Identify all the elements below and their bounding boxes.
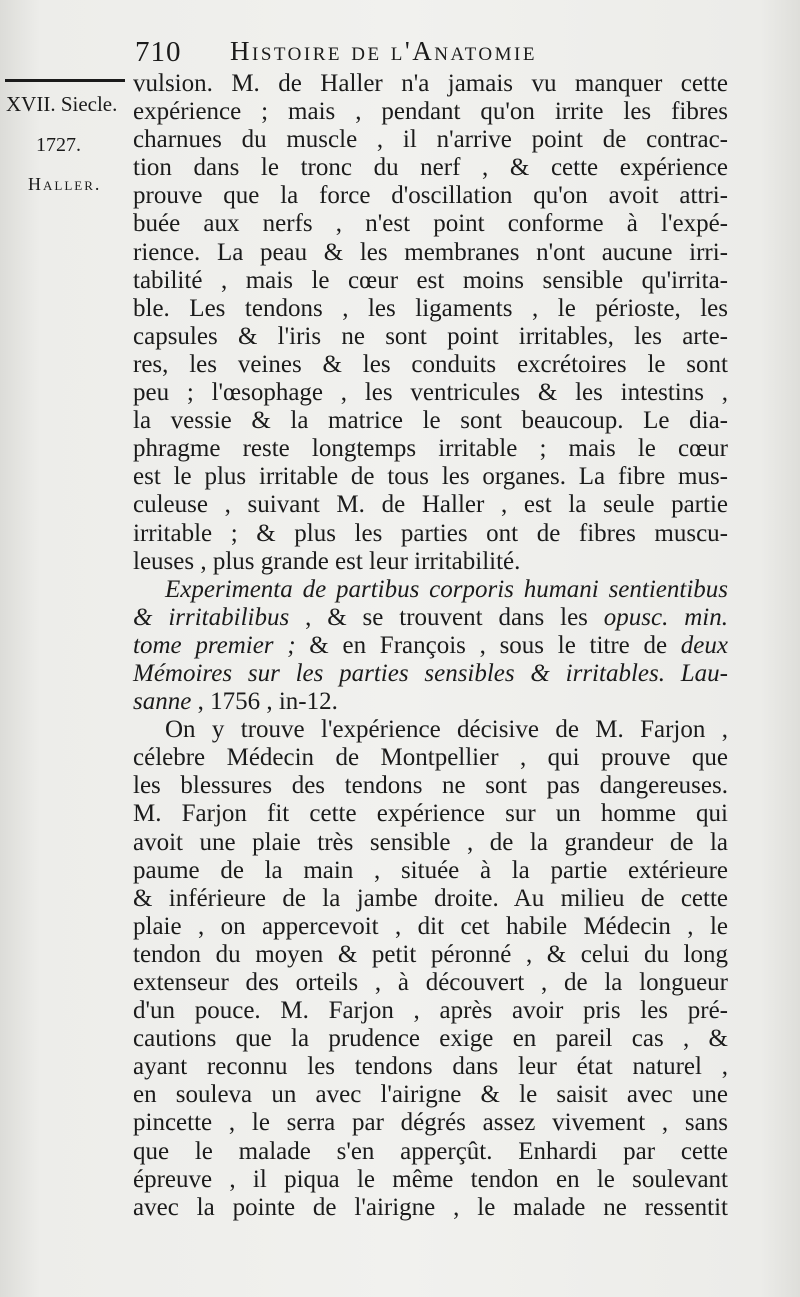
text-line: la vessie & la matrice le sont beaucoup. Le dia- [133,407,728,435]
text-line: res, les veines & les conduits excrétoires le sont [133,350,728,378]
text-line: avoit une plaie très sensible , de la grandeur de la [133,828,728,856]
text-line: On y trouve l'expérience décisive de M. Farjon , [165,716,728,744]
text-line: rience. La peau & les membranes n'ont aucune irri- [133,238,728,266]
citation-line [133,632,728,660]
margin-note-century: XVII. Siecle. [6,92,118,116]
text-line: pincette , le serra par dégrés assez vivement , sans [133,1109,728,1137]
text-line: cautions que la prudence exige en pareil cas , & [133,1025,728,1053]
text-line: ayant reconnu les tendons dans leur état naturel , [133,1053,728,1081]
citation-line [133,576,728,604]
text-line: peu ; l'œsophage , les ventricules & les intestins , [133,379,728,407]
text-line: tendon du moyen & petit péronné , & celui du long [133,940,728,968]
text-line: d'un pouce. M. Farjon , après avoir pris les pré- [133,997,728,1025]
citation-line [133,688,728,716]
text-line: ble. Les tendons , les ligaments , le périoste, les [133,294,728,322]
citation-line [133,604,728,632]
text-line: les blessures des tendons ne sont pas dangereuses. [133,772,728,800]
citation-italic: Experimenta de partibus corporis humani sentientibus [165,575,728,603]
text-line: buée aux nerfs , n'est point conforme à l'expé- [133,210,728,238]
text-line: paume de la main , située à la partie extérieure [133,856,728,884]
text-line: en souleva un avec l'airigne & le saisit avec une [133,1081,728,1109]
text-line: culeuse , suivant M. de Haller , est la seule partie [133,491,728,519]
text-line: prouve que la force d'oscillation qu'on avoit attri- [133,182,728,210]
citation-roman: & en François , sous le titre de [295,631,681,659]
running-title: Histoire de l'Anatomie [230,36,537,66]
text-line: capsules & l'iris ne sont point irritables, les arte- [133,322,728,350]
text-line: extenseur des orteils , à découvert , de la longueur [133,969,728,996]
text-line: irritable ; & plus les parties ont de fibres muscu- [133,519,728,547]
margin-note-author: Haller. [28,174,102,194]
text-line: tabilité , mais le cœur est moins sensible qu'irrita- [133,266,728,294]
text-line: & inférieure de la jambe droite. Au milieu de cette [133,884,728,912]
page-number: 710 [135,36,182,68]
page-header [135,36,735,72]
citation-roman: , & se trouvent dans les [289,603,604,631]
text-line: est le plus irritable de tous les organes. La fibre mus- [133,463,728,491]
citation-line [133,660,728,688]
citation-italic: sanne [133,688,192,716]
citation-italic: deux [680,631,728,659]
text-line: avec la pointe de l'airigne , le malade ne ressentit [133,1193,728,1221]
citation-italic: & irritabilibus [133,603,290,631]
body-text [133,70,728,1222]
text-line: plaie , on appercevoit , dit cet habile Médecin , le [133,912,728,940]
text-line: leuses , plus grande est leur irritabilité. [133,547,521,575]
text-line: phragme reste longtemps irritable ; mais le cœur [133,435,728,463]
text-line: célebre Médecin de Montpellier , qui prouve que [133,744,728,772]
margin-rule [5,79,125,82]
text-line: expérience ; mais , pendant qu'on irrite les fibres [133,98,728,126]
citation-italic: Mémoires sur les parties sensibles & irritables. Lau- [133,659,728,687]
text-line: épreuve , il piqua le même tendon en le soulevant [133,1165,728,1193]
text-line: vulsion. M. de Haller n'a jamais vu manquer cette [133,70,728,97]
text-line: charnues du muscle , il n'arrive point de contrac- [133,126,728,154]
text-line: tion dans le tronc du nerf , & cette expérience [133,154,728,182]
citation-roman: , 1756 , in-12. [191,688,338,716]
citation-italic: tome premier ; [133,631,296,659]
text-line: M. Farjon fit cette expérience sur un homme qui [133,800,728,828]
citation-italic: opusc. min. [603,603,729,631]
margin-note-year: 1727. [36,134,81,156]
text-line: que le malade s'en apperçût. Enhardi par cette [133,1137,728,1165]
